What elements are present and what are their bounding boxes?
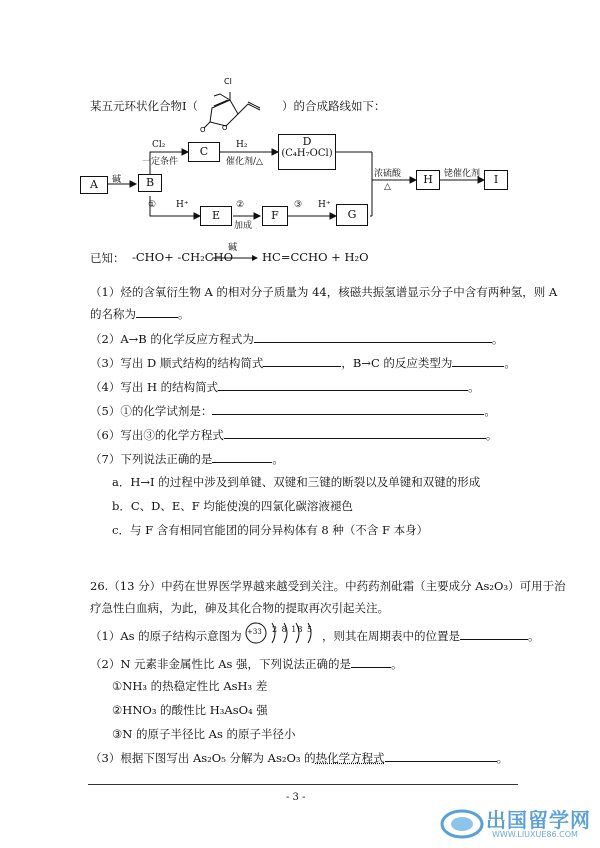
arrow-be-circle: ①	[148, 200, 157, 210]
box-a: A	[80, 176, 108, 194]
q26-line1: 26.（13 分）中药在世界医学界越来越受到关注。中药药剂砒霜（主要成分 As₂O₃）可用于治	[90, 579, 566, 593]
q26-p2: （2）N 元素非金属性比 As 强，下列说法正确的是 。	[90, 657, 403, 671]
known-label: 已知：	[90, 251, 125, 265]
q1-line1: （1）烃的含氧衍生物 A 的相对分子质量为 44，核磁共振氢谱显示分子中含有两种氢，则 A	[90, 285, 558, 299]
q26-p2-option2: ②HNO₃ 的酸性比 H₃AsO₄ 强	[112, 703, 268, 717]
svg-text:O: O	[200, 126, 206, 132]
q1-line2: 的名称为 。	[90, 307, 190, 321]
arrow-cd-bottom: 催化剂/△	[226, 157, 263, 167]
svg-text:O: O	[222, 124, 228, 132]
arrow-gh-top: 浓硫酸	[374, 169, 402, 179]
q7: （7）下列说法正确的是 。	[90, 452, 284, 466]
q3: （3）写出 D 顺式结构的结构简式 ，B→C 的反应类型为 。	[90, 356, 516, 370]
box-e: E	[200, 206, 232, 226]
page-number: - 3 -	[286, 792, 306, 803]
q26-p1a: （1）As 的原子结构示意图为	[90, 629, 242, 643]
q7-option-c: c．与 F 含有相同官能团的同分异构体有 8 种（不含 F 本身）	[112, 523, 429, 537]
arrow-fg-circle: ③	[294, 200, 303, 210]
atom-shells: 2 8 18 5	[272, 625, 314, 634]
arrow-ef-bottom: 加成	[234, 221, 253, 231]
watermark-cn: 出国留学网	[486, 808, 591, 832]
box-d	[278, 134, 336, 170]
compound-i-structure	[190, 70, 280, 132]
intro-prefix: 某五元环状化合物Ⅰ（	[90, 99, 199, 113]
arrow-fg-top: H⁺	[318, 200, 331, 210]
arrow-be-top: H⁺	[176, 200, 189, 210]
arrow-ef-circle: ②	[236, 200, 245, 210]
q7-option-b: b．C、D、E、F 均能使溴的四氯化碳溶液褪色	[112, 499, 353, 513]
q7-option-a: a．H→I 的过程中涉及到单键、双键和三键的断裂以及单键和双键的形成	[112, 475, 481, 489]
arrow-ab-label: 碱	[112, 175, 122, 185]
q26-p3: （3）根据下图写出 As₂O₅ 分解为 As₂O₃ 的热化学方程式 。	[90, 751, 509, 765]
footer-divider	[88, 784, 518, 785]
box-b: B	[138, 174, 162, 192]
known-right: HC=CCHO + H₂O	[262, 250, 369, 264]
cl-label: Cl	[224, 77, 232, 86]
arrow-hi-top: 铑催化剂	[444, 169, 481, 179]
arrow-bc-top: Cl₂	[152, 140, 166, 150]
q4: （4）写出 H 的结构简式 。	[90, 380, 480, 394]
known-cond: 碱	[228, 243, 238, 253]
q6: （6）写出③的化学方程式 。	[90, 428, 498, 442]
watermark-url: WWW.LIUXUE86.COM	[492, 830, 578, 839]
arrow-bc-bottom: 一定条件	[142, 157, 179, 167]
box-f: F	[262, 206, 288, 226]
atom-nucleus: +33	[247, 628, 262, 636]
box-d-label: D	[302, 135, 312, 148]
intro-suffix: ）的合成路线如下：	[282, 99, 386, 113]
q2: （2）A→B 的化学反应方程式为 。	[90, 332, 504, 346]
box-c: C	[188, 142, 220, 162]
q26-p2-option1: ①NH₃ 的热稳定性比 AsH₃ 差	[112, 679, 268, 693]
box-h: H	[416, 170, 440, 190]
watermark-logo	[440, 804, 600, 844]
q5: （5）①的化学试剂是： 。	[90, 404, 496, 418]
q26-p1b: ，则其在周期表中的位置是 。	[322, 629, 540, 643]
box-g: G	[336, 204, 368, 226]
known-left: -CHO+ -CH₂CHO	[132, 250, 234, 264]
q26-p2-option3: ③N 的原子半径比 As 的原子半径小	[112, 727, 296, 741]
box-i: I	[484, 170, 508, 190]
q26-line2: 疗急性白血病，为此，砷及其化合物的提取再次引起关注。	[90, 601, 389, 615]
arrow-cd-top: H₂	[236, 140, 248, 150]
watermark-icon	[440, 806, 484, 840]
arrow-gh-bottom: △	[384, 182, 391, 192]
box-d-formula: (C₄H₇OCl)	[281, 148, 333, 159]
known-arrow	[212, 254, 258, 262]
